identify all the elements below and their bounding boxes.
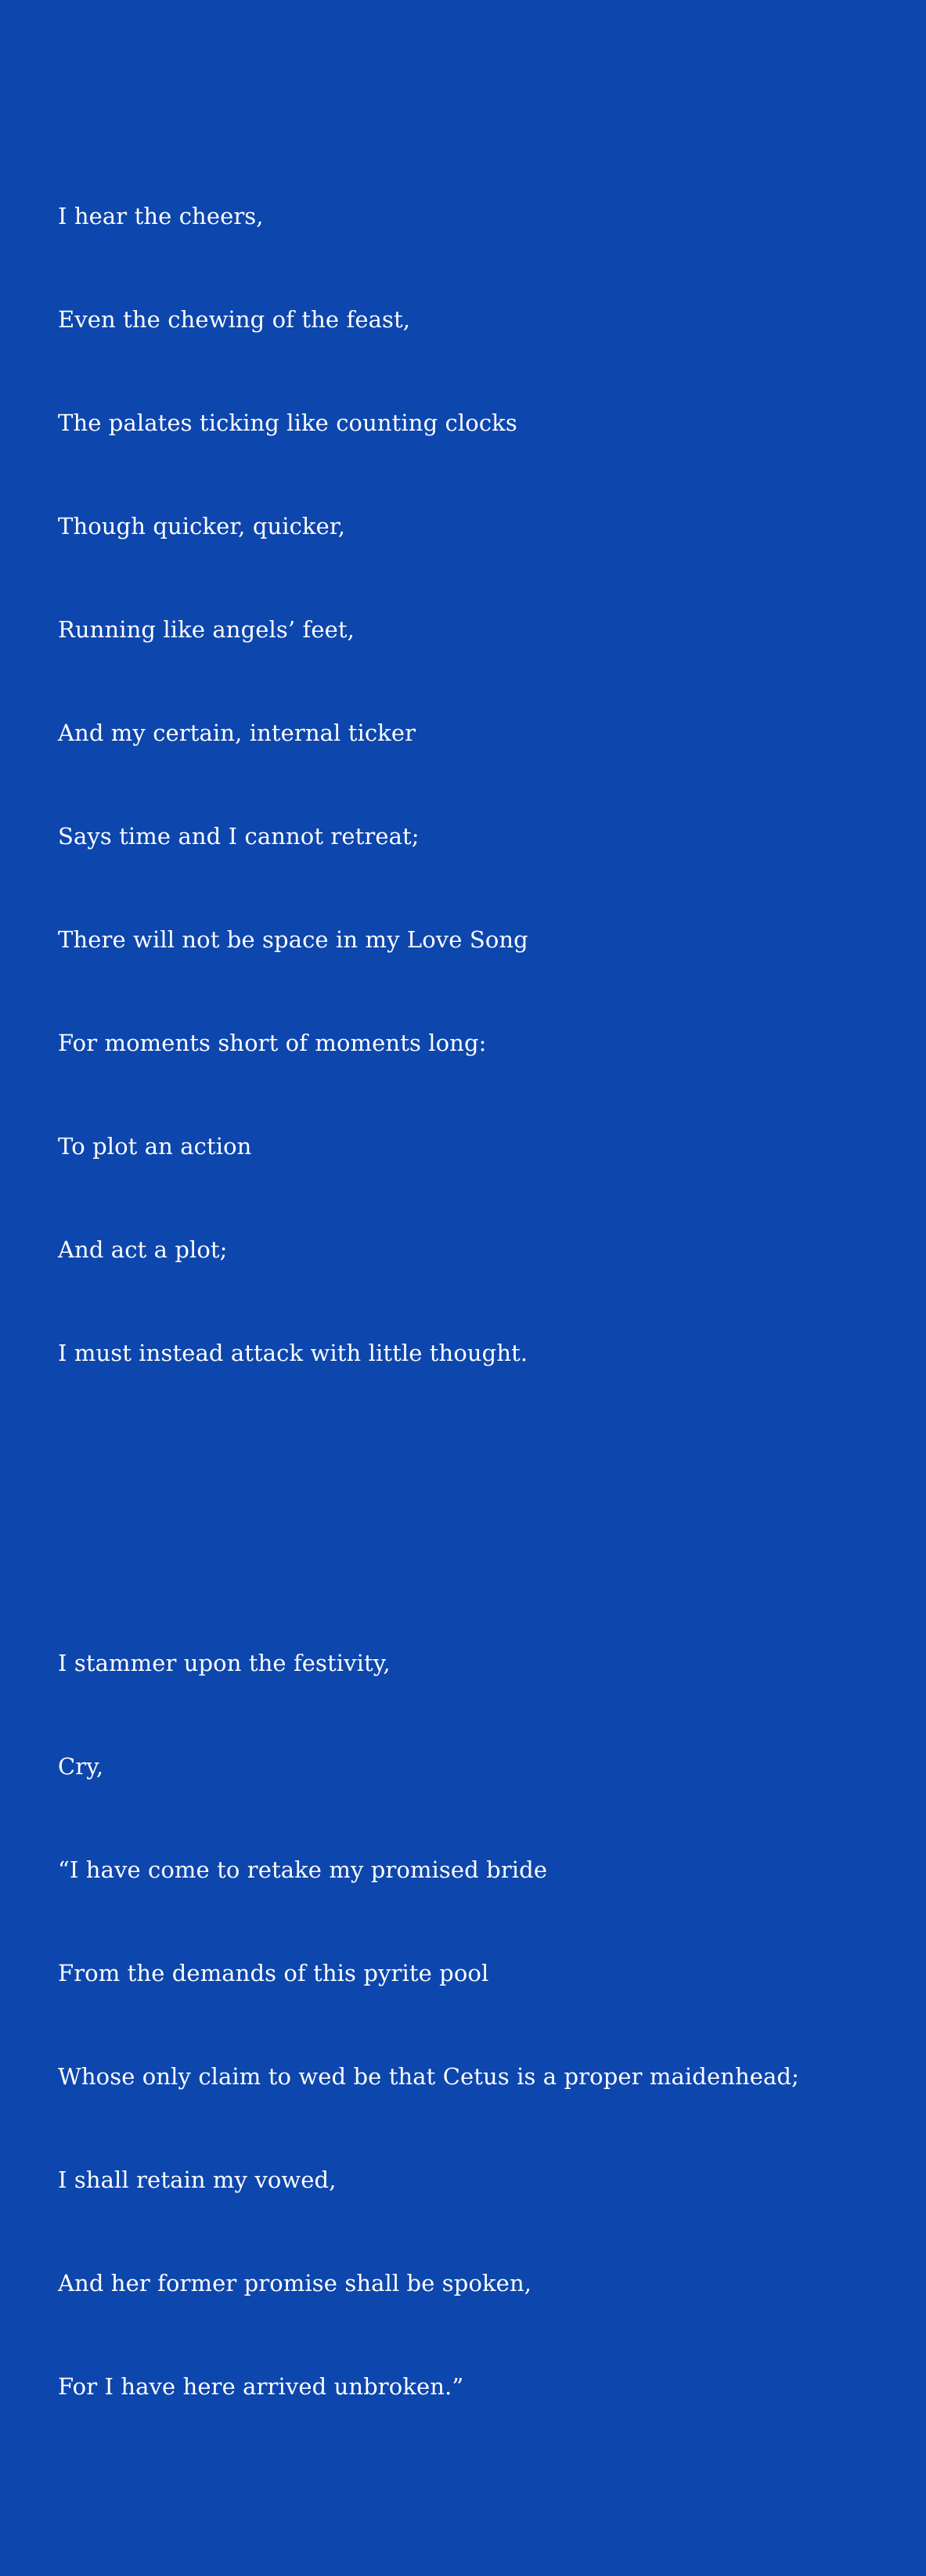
poem-line: Whose only claim to wed be that Cetus is a proper maidenhead; [58,2063,799,2090]
poem-line: And her former promise shall be spoken, [58,2270,532,2296]
poem-line: And act a plot; [58,1236,228,1263]
poem-line: I stammer upon the festivity, [58,1650,391,1676]
poem-line: I must instead attack with little thought. [58,1340,528,1366]
poem-line: Cry, [58,1753,104,1780]
poem-line: “I have come to retake my promised bride [58,1856,548,1883]
poem-line: To plot an action [58,1133,252,1160]
poem-line: I shall retain my vowed, [58,2167,337,2193]
poem-line: For I have here arrived unbroken.” [58,2373,464,2400]
poem-line: There will not be space in my Love Song [58,926,528,953]
poem-line: For moments short of moments long: [58,1030,487,1056]
poem-stanza [58,1577,926,2473]
poem-body [58,27,926,2576]
poem-line: Running like angels’ feet, [58,616,355,643]
poem-line: Even the chewing of the feast, [58,306,411,333]
poem-line: Though quicker, quicker, [58,513,346,539]
poem-line: From the demands of this pyrite pool [58,1960,489,1986]
poem-stanza [58,130,926,1439]
poem-line: Says time and I cannot retreat; [58,823,420,850]
poem-line: And my certain, internal ticker [58,720,416,746]
poem-line: I hear the cheers, [58,203,264,229]
poem-line: The palates ticking like counting clocks [58,409,517,436]
